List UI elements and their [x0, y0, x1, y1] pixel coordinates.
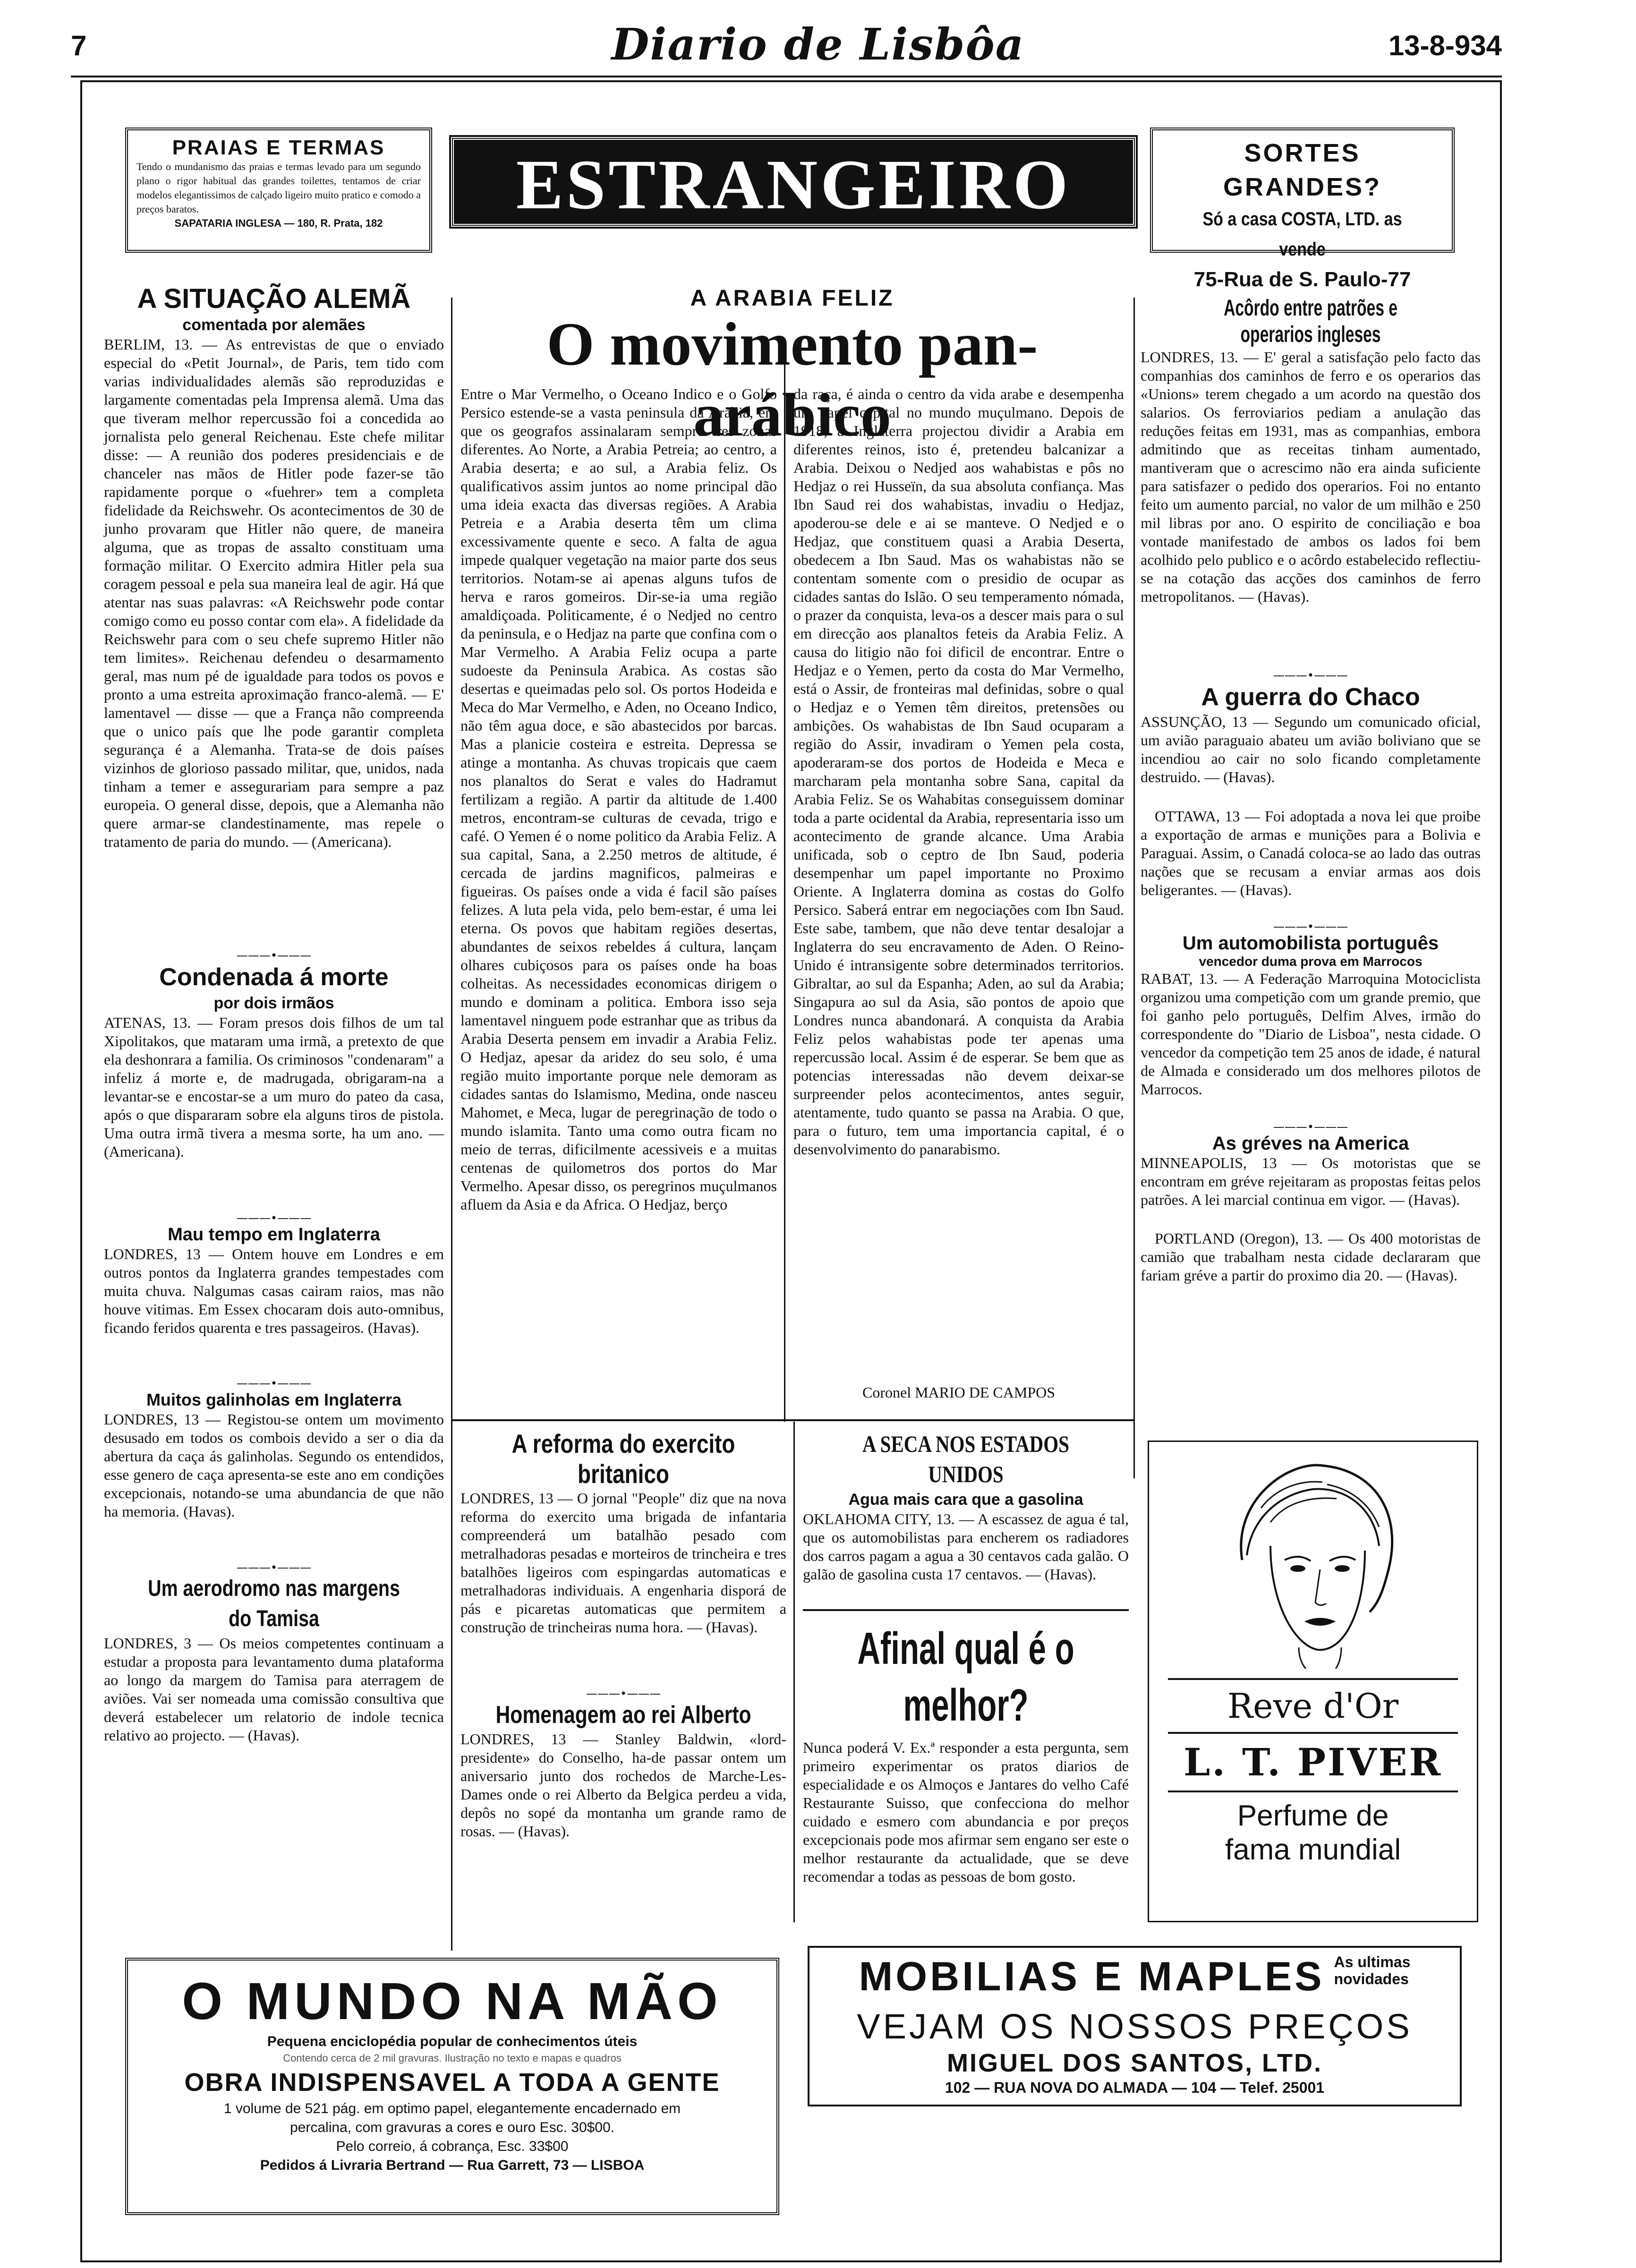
woman-portrait-illustration [1204, 1451, 1422, 1669]
arabia-kicker: A ARABIA FELIZ [690, 286, 895, 311]
piver-rule-3 [1168, 1791, 1458, 1792]
art-acordo-body: LONDRES, 13. — E' geral a satisfação pelo facto das companhias dos caminhos de ferro e os operarios das «Unions» terem chegado a um acordo na questão dos salarios. Os ferroviarios pediam a anulação das reduções feitas em 1931, mas as companhias, embora admitindo que as receitas tinham aumentado, mantiveram que o acrescimo não era ainda suficiente para satisfazer o pedido dos operarios. Foi no entanto feito um aumento parcial, no valor de um milhão e 250 mil libras por ano. O espirito de conciliação e boa vontade manifestado de ambos os lados foi bem acolhido pelo publico e o acôrdo estabelecido reflectiu-se na cotação das acções dos caminhos de ferro metropolitanos. — (Havas). [1141, 349, 1481, 605]
article-separator: ———•——— [586, 1687, 661, 1700]
ad-mundo-line-4: Pedidos á Livraria Bertrand — Rua Garrett, 73 — LISBOA [260, 2157, 645, 2173]
ad-mobilias-line-2: VEJAM OS NOSSOS PREÇOS [857, 2007, 1413, 2046]
ad-mobilias-top [821, 1953, 1449, 2005]
ad-mobilias-maples [808, 1946, 1462, 2106]
art-seca-title: A SECA NOS ESTADOS UNIDOS [862, 1431, 1069, 1487]
header-rule [71, 76, 1502, 77]
column-rule-3 [793, 1422, 795, 1922]
art-greves-title: As gréves na America [1212, 1133, 1409, 1154]
arabia-body-right: da raça, é ainda o centro da vida arabe e desempenha um papel capital no mundo muçulmano. Depois de 1918, a Inglaterra projectou dividir a Arabia em diferentes reinos, isto é, pretendeu balcanizar a Arabia. Deixou o Nedjed aos wahabistas e pôs no Hedjaz o rei Husseïn, da sua absoluta confiança. Mas Ibn Saud rei dos wahabistas, invadiu o Hedjaz, apoderou-se dele e ai se manteve. O Nedjed e o Hedjaz, que constituem quasi a Arabia Deserta, obedecem a Ibn Saud. Mas os wahabistas não se contentam somente com o presidio de ocupar as cidades santas do Islão. O seu temperamento nómada, o prazer da conquista, leva-os a descer mais para o sul em direcção aos planaltos feteis da Arabia Feliz. A causa do litigio não foi dificil de encontrar. Entre o Hedjaz e o Yemen, perto da costa do Mar Vermelho, está o Assir, de fronteiras mal definidas, sobre o qual o Hedjaz e o Yemen têm direitos, pretensões ou ambições. Os wahabistas de Ibn Saud ocuparam a região do Assir, invadiram o Yemen pela costa, apoderaram-se dos portos de Hodeida e Meca e marcharam pela montanha sobre Sana, capital da Arabia Feliz. Se os Wahabitas conseguissem dominar toda a parte ocidental da Arabia, representaria isso um acontecimento de grande alcance. Uma Arabia unificada, sob o ceptro de Ibn Saud, poderia desempenhar um papel importante no Proximo Oriente. A Inglaterra domina as costas do Golfo Persico. Saberá entrar em negociações com Ibn Saud. Este sabe, tambem, que não deve tentar desalojar a Inglaterra do seu encravamento de Aden. O Reino-Unido é intransigente sobre determinados territorios. Gibraltar, ao sul da Espanha; Aden, ao sul da Arabia; Singapura ao sul da Asia, são pontos de apoio que Londres nunca abandonará. A conquista da Arabia Feliz pelos wahabistas pode ter apenas uma repercussão local. Assim é de esperar. Se bem que as potencias interessadas não devem deixar-se surpreender pelos acontecimentos, antes seguir, atentamente, tudo quanto se passa na Arabia. O que, para o futuro, tem uma importancia capital, é o desenvolvimento do panarabismo. [793, 385, 1124, 1158]
issue-date: 13-8-934 [1388, 30, 1502, 61]
art-condenada-subtitle: por dois irmãos [213, 994, 334, 1012]
article-separator: ———•——— [236, 1377, 312, 1390]
ad-sortes-line2: 75-Rua de S. Paulo-77 [1193, 268, 1411, 291]
piver-rule-2 [1168, 1732, 1458, 1734]
art-seca-subtitle: Agua mais cara que a gasolina [848, 1491, 1083, 1509]
art-situacao-alema-title: A SITUAÇÃO ALEMÃ [137, 283, 411, 314]
ad-mundo-line-1: 1 volume de 521 pág. em optimo papel, elegantemente encadernado em [223, 2101, 681, 2116]
seca-rule [803, 1609, 1129, 1611]
ad-mundo-fine: Contendo cerca de 2 mil gravuras. Ilustração no texto e mapas e quadros [283, 2052, 622, 2064]
art-automobilista-subtitle: vencedor duma prova em Marrocos [1199, 954, 1423, 969]
ad-mobilias-line-3: MIGUEL DOS SANTOS, LTD. [946, 2049, 1323, 2077]
ad-piver-slogan-1: Perfume de [1237, 1799, 1389, 1832]
ad-praias-footer: SAPATARIA INGLESA — 180, R. Prata, 182 [174, 217, 383, 229]
column-rule-2 [784, 359, 785, 1422]
ad-piver [1148, 1441, 1478, 1922]
arabia-title: O movimento pan-arábico [546, 310, 1038, 449]
ad-mobilias-line-4: 102 — RUA NOVA DO ALMADA — 104 — Telef. 25001 [945, 2079, 1325, 2096]
ad-sortes-title: SORTES GRANDES? [1223, 139, 1381, 201]
art-homenagem-body: LONDRES, 13 — Stanley Baldwin, «lord-presidente» do Conselho, ha-de passar ontem um aniversario junto dos rochedos de Marche-Les-Dames onde o rei Alberto da Belgica perdeu a vida, depôs no sopé da montanha um grande ramo de rosas. — (Havas). [460, 1731, 786, 1840]
ad-praias-termas [125, 128, 432, 253]
newspaper-title: Diario de Lisbôa [611, 19, 1025, 70]
column-4 [1141, 295, 1481, 1438]
column-3-lower [803, 1429, 1129, 1929]
ad-mundo-title: O MUNDO NA MÃO [182, 1972, 723, 2030]
ad-piver-slogan-2: fama mundial [1225, 1833, 1401, 1866]
art-condenada-body: ATENAS, 13. — Foram presos dois filhos de um tal Xipolitakos, que mataram uma irmã, a pretexto de que ela deshonrara a familia. Os criminosos "condenaram" a infeliz á morte e, de madrugada, obrigaram-na a levantar-se e encostar-se a um muro do pateo da casa, após o que dispararam sobre ela alguns tiros de pistola. Uma outra irmã tivera a mesma sorte, ha um ano. — (Americana). [104, 1014, 444, 1160]
ad-mundo-headline: OBRA INDISPENSAVEL A TODA A GENTE [184, 2068, 720, 2097]
article-separator: ———•——— [1273, 1120, 1348, 1134]
art-reforma-title: A reforma do exercito britanico [511, 1429, 735, 1489]
art-situacao-alema-body: BERLIM, 13. — As entrevistas de que o enviado especial do «Petit Journal», de Paris, tem tido com varias individualidades alemãs são reproduzidas e largamente comentadas pela Imprensa alemã. Uma das que tiveram melhor repercussão foi a concedida ao jornalista pelo general Reichenau. Este chefe militar disse: — A reunião dos poderes presidenciais e de chanceler nas mãos de Hitler pode fazer-se tão rapidamente porque o «fuehrer» tem a completa fidelidade da Reichswehr. Os acontecimentos de 30 de junho provaram que Hitler não quere, de maneira alguma, que as tropas de assalto constituam uma formação militar. O Exercito admira Hitler pela sua coragem pessoal e pela sua maneira leal de agir. Há que atentar nas suas palavras: «A Reichswehr pode contar comigo como eu posso contar com ela». A fidelidade da Reichswehr para com o seu chefe supremo Hitler não tem limites». Reichenau defendeu o desarmamento geral, mas num pé de igualdade para todos os povos e pronto a uma estreita aproximação franco-alemã. — E' lamentavel — disse — que a França não compreenda que o unico país que lhe pode garantir completa segurança é a Alemanha. Trata-se de dois países vizinhos de glorioso passado militar, que, unidos, nada tinham a temer e assegurariam para sempre a paz europeia. O general disse, depois, que a Alemanha não quere armar-se clandestinamente, mas repele o tratamento de paria do mundo. — (Americana). [104, 336, 444, 850]
art-automobilista-body: RABAT, 13. — A Federação Marroquina Motociclista organizou uma competição com um grande premio, que foi ganho pelo português, Delfim Alves, irmão do correspondente do "Diario de Lisboa", nesta cidade. O vencedor da competição tem 25 anos de idade, é natural de Almada e considerado um dos melhores pilotos de Marrocos. [1141, 970, 1481, 1098]
art-greves-body-2: PORTLAND (Oregon), 13. — Os 400 motoristas de camião que trabalham nesta cidade declararam que fariam gréve a partir do proximo dia 20. — (Havas). [1141, 1230, 1481, 1284]
art-chaco-body-1: ASSUNÇÃO, 13 — Segundo um comunicado oficial, um avião paraguaio abateu um avião boliviano que se incendiou ao cair no solo ficando completamente destruido. — (Havas). [1141, 713, 1481, 785]
art-chaco-title: A guerra do Chaco [1201, 683, 1420, 711]
arabia-signature: Coronel MARIO DE CAMPOS [862, 1384, 1056, 1401]
column-rule-1 [451, 298, 452, 1951]
ad-afinal-body: Nunca poderá V. Ex.ª responder a esta pergunta, sem primeiro experimentar os pratos diarios de especialidade e os Almoços e Jantares do velho Café Restaurante Suisso, que confecciona do melhor cuidado e esmero com abundancia e por preços excepcionais pode mos afirmar sem engano ser este o melhor restaurante da actualidade, que se deve recomendar a todas as pessoas de bom gosto. [803, 1739, 1129, 1885]
art-aerodromo-body: LONDRES, 3 — Os meios competentes continuam a estudar a proposta para levantamento duma plataforma ao longo da margem do Tamisa para aterragem de aviões. Vai ser nomeada uma comissão consultiva que deverá estabelecer um relatorio de indole tecnica relativo ao projecto. — (Havas). [104, 1635, 444, 1744]
ad-mundo-line-2: percalina, com gravuras a cores e ouro Esc. 30$00. [290, 2120, 615, 2135]
column-rule-4 [1133, 298, 1135, 1478]
ad-mobilias-tag-2: novidades [1334, 1970, 1409, 1987]
art-galinholas-body: LONDRES, 13 — Registou-se ontem um movimento desusado em todos os combois devido a ser o dia da abertura da caça ás galinholas. Segundo os entendidos, esse genero de caça apresenta-se este ano em condições excepcionais, notando-se uma abundancia de que não ha memoria. (Havas). [104, 1411, 444, 1520]
ad-sortes-line1: Só a casa COSTA, LTD. as vende [1202, 209, 1402, 260]
art-aerodromo-title: Um aerodromo nas margens do Tamisa [148, 1576, 400, 1631]
ad-afinal-title: Afinal qual é o melhor? [857, 1623, 1074, 1731]
art-homenagem-title: Homenagem ao rei Alberto [495, 1701, 751, 1729]
ad-mundo-line-3: Pelo correio, á cobrança, Esc. 33$00 [336, 2139, 569, 2154]
article-separator: ———•——— [236, 1561, 312, 1574]
art-seca-body: OKLAHOMA CITY, 13. — A escassez de agua é tal, que os automobilistas para encherem os radiadores dos carros pagam a agua a 30 centavos cada galão. O galão de gasolina custa 17 centavos. — (Havas). [803, 1510, 1129, 1583]
article-separator: ———•——— [236, 949, 312, 962]
ad-sortes-grandes [1150, 128, 1455, 291]
arabia-header [460, 286, 1124, 449]
art-mau-tempo-title: Mau tempo em Inglaterra [168, 1225, 380, 1245]
ad-praias-title: PRAIAS E TERMAS [172, 136, 385, 159]
art-condenada-title: Condenada á morte [159, 963, 389, 991]
article-separator: ———•——— [236, 1211, 312, 1225]
art-reforma-body: LONDRES, 13 — O jornal "People" diz que na nova reforma do exercito uma brigada de infantaria compreenderá um batalhão pesado com metralhadoras pesadas e morteiros de trincheira e tres batalhões ligeiros com espingardas automaticas e metralhadoras individuais. A engenharia disporá de pás e picaretas automaticas que permitem a construção de trincheiras numa hora. — (Havas). [460, 1490, 786, 1636]
ad-mobilias-tag [1334, 1953, 1411, 1987]
article-separator: ———•——— [1273, 920, 1348, 933]
art-chaco-body-2: OTTAWA, 13 — Foi adoptada a nova lei que proibe a exportação de armas e munições para a Bolivia e Paraguai. Assim, o Canadá coloca-se ao lado das outras nações que se recusam a enviar armas aos dois beligerantes. — (Havas). [1141, 808, 1481, 898]
art-automobilista-title: Um automobilista português [1182, 933, 1439, 954]
art-situacao-alema-subtitle: comentada por alemães [182, 316, 366, 334]
section-title: ESTRANGEIRO [451, 137, 1136, 227]
ad-praias-text: Tendo o mundanismo das praias e termas levado para um segundo plano o rigor habitual das grandes toilettes, tentamos de criar modelos elegantissimos de calçado ligeiro muito pratico e comodo a preços baratos. [136, 161, 421, 215]
art-mau-tempo-body: LONDRES, 13 — Ontem houve em Londres e em outros pontos da Inglaterra grandes tempestades com muita chuva. Nalgumas casas cairam raios, mas não houve vitimas. Em Essex chocaram dois auto-omnibus, ficando feridos quarenta e tres passageiros. (Havas). [104, 1245, 444, 1336]
art-galinholas-title: Muitos galinholas em Inglaterra [146, 1390, 402, 1409]
page-number: 7 [71, 30, 87, 61]
column-2-lower [460, 1429, 786, 1929]
piver-rule-1 [1168, 1678, 1458, 1680]
column-1 [104, 283, 444, 1960]
ad-mundo-na-mao [125, 1958, 779, 2215]
ad-mobilias-tag-1: As ultimas [1334, 1953, 1411, 1970]
ad-mobilias-line-1: MOBILIAS E MAPLES [859, 1954, 1325, 1999]
article-separator: ———•——— [1273, 669, 1348, 682]
arabia-bottom-rule [451, 1419, 1133, 1421]
ad-mundo-subtitle: Pequena enciclopédia popular de conhecimentos úteis [267, 2034, 638, 2049]
ad-piver-brand: Reve d'Or [1227, 1686, 1399, 1726]
ad-piver-maker: L. T. PIVER [1184, 1740, 1442, 1784]
art-greves-body-1: MINNEAPOLIS, 13 — Os motoristas que se encontram em gréve rejeitaram as propostas feitas pelos patrões. A lei marcial continua em vigor. — (Havas). [1141, 1154, 1481, 1208]
art-acordo-title: Acôrdo entre patrões e operarios ingleses [1224, 296, 1397, 347]
arabia-body-left: Entre o Mar Vermelho, o Oceano Indico e o Golfo Persico estende-se a vasta peninsula da Arabia, em que os geografos assinalaram sempre tres zonas diferentes. Ao Norte, a Arabia Petreia; ao centro, a Arabia deserta; e ao sul, a Arabia feliz. Os qualificativos assim juntos ao nome principal dão uma ideia exacta das diversas regiões. A Arabia Petreia e a Arabia deserta têm um clima excessivamente quente e seco. A falta de agua impede qualquer vegetação na maior parte dos seus territorios. Notam-se ai apenas alguns tufos de herva e raros gomeiros. Dir-se-ia uma região amaldiçoada. Politicamente, é o Nedjed no centro da peninsula, e o Hedjaz na parte que confina com o Mar Vermelho. A Arabia Feliz ocupa a parte sudoeste da Peninsula Arabica. As costas são desertas e queimadas pelo sol. Os portos Hodeida e Meca do Mar Vermelho, e Aden, no Oceano Indico, não têm agua doce, e são abastecidos por barcas. Mas a planicie costeira e estreita. Depressa se atinge a montanha. As chuvas tropicais que caem nos planaltos do Serat e vales do Hadramut fertilizam a região. A partir da altitude de 1.400 metros, encontram-se culturas de cevada, trigo e café. O Yemen é o nome politico da Arabia Feliz. A sua capital, Sana, a 2.250 metros de altitude, é cercada de jardins magnificos, palmeiras e figueiras. Os países onde a vida é facil são países felizes. A luta pela vida, pelo bem-estar, é uma lei eterna. Os povos que habitam regiões desertas, abundantes de seixos rebeldes á cultura, lançam olhares cubiçosos para os países onde ha boas colheitas. As necessidades economicas dirigem o mundo e dominam a politica. Embora isso seja lamentavel ninguem pode estranhar que as tribus da Arabia Deserta pensem em invadir a Arabia Feliz. O Hedjaz, apesar da aridez do seu solo, é uma região muito importante porque nele demoram as cidades santas do Islamismo, Medina, onde nasceu Mahomet, e Meca, lugar de peregrinação de todo o mundo islamita. Tanto uma como outra ficam no meio de terras, dificilmente acessiveis e a muitas centenas de quilometros dos portos do Mar Vermelho. Apesar disso, os peregrinos muçulmanos afluem da Asia e da Africa. O Hedjaz, berço [460, 385, 777, 1213]
